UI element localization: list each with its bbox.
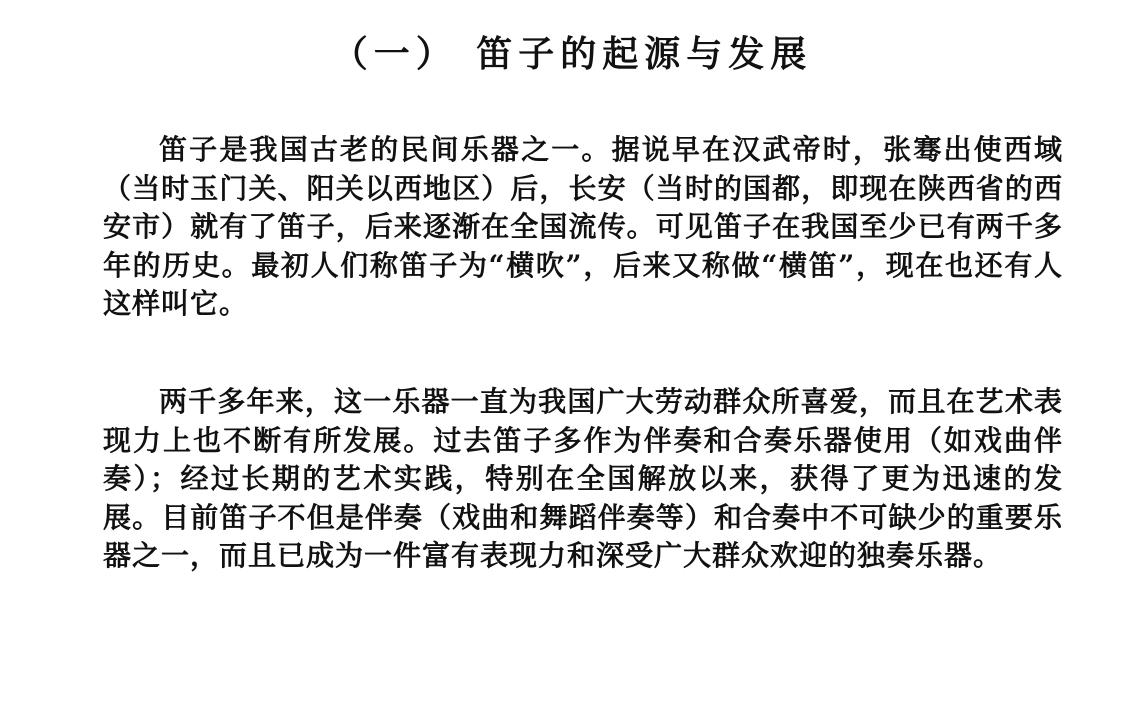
section-title: （一） 笛子的起源与发展 <box>331 33 813 75</box>
paragraph-origin: 笛子是我国古老的民间乐器之一。据说早在汉武帝时，张骞出使西域（当时玉门关、阳关以西地区）后，长安（当时的国都，即现在陕西省的西安市）就有了笛子，后来逐渐在全国流传。可见笛子在我国至少已有两千多年的历史。最初人们称笛子为“横吹”，后来又称做“横笛”，现在也还有人这样叫它。 <box>103 133 1063 320</box>
paragraph-development: 两千多年来，这一乐器一直为我国广大劳动群众所喜爱，而且在艺术表现力上也不断有所发展。过去笛子多作为伴奏和合奏乐器使用（如戏曲伴奏）；经过长期的艺术实践，特别在全国解放以来，获得了更为迅速的发展。目前笛子不但是伴奏（戏曲和舞蹈伴奏等）和合奏中不可缺少的重要乐器之一，而且已成为一件富有表现力和深受广大群众欢迎的独奏乐器。 <box>103 385 1063 572</box>
